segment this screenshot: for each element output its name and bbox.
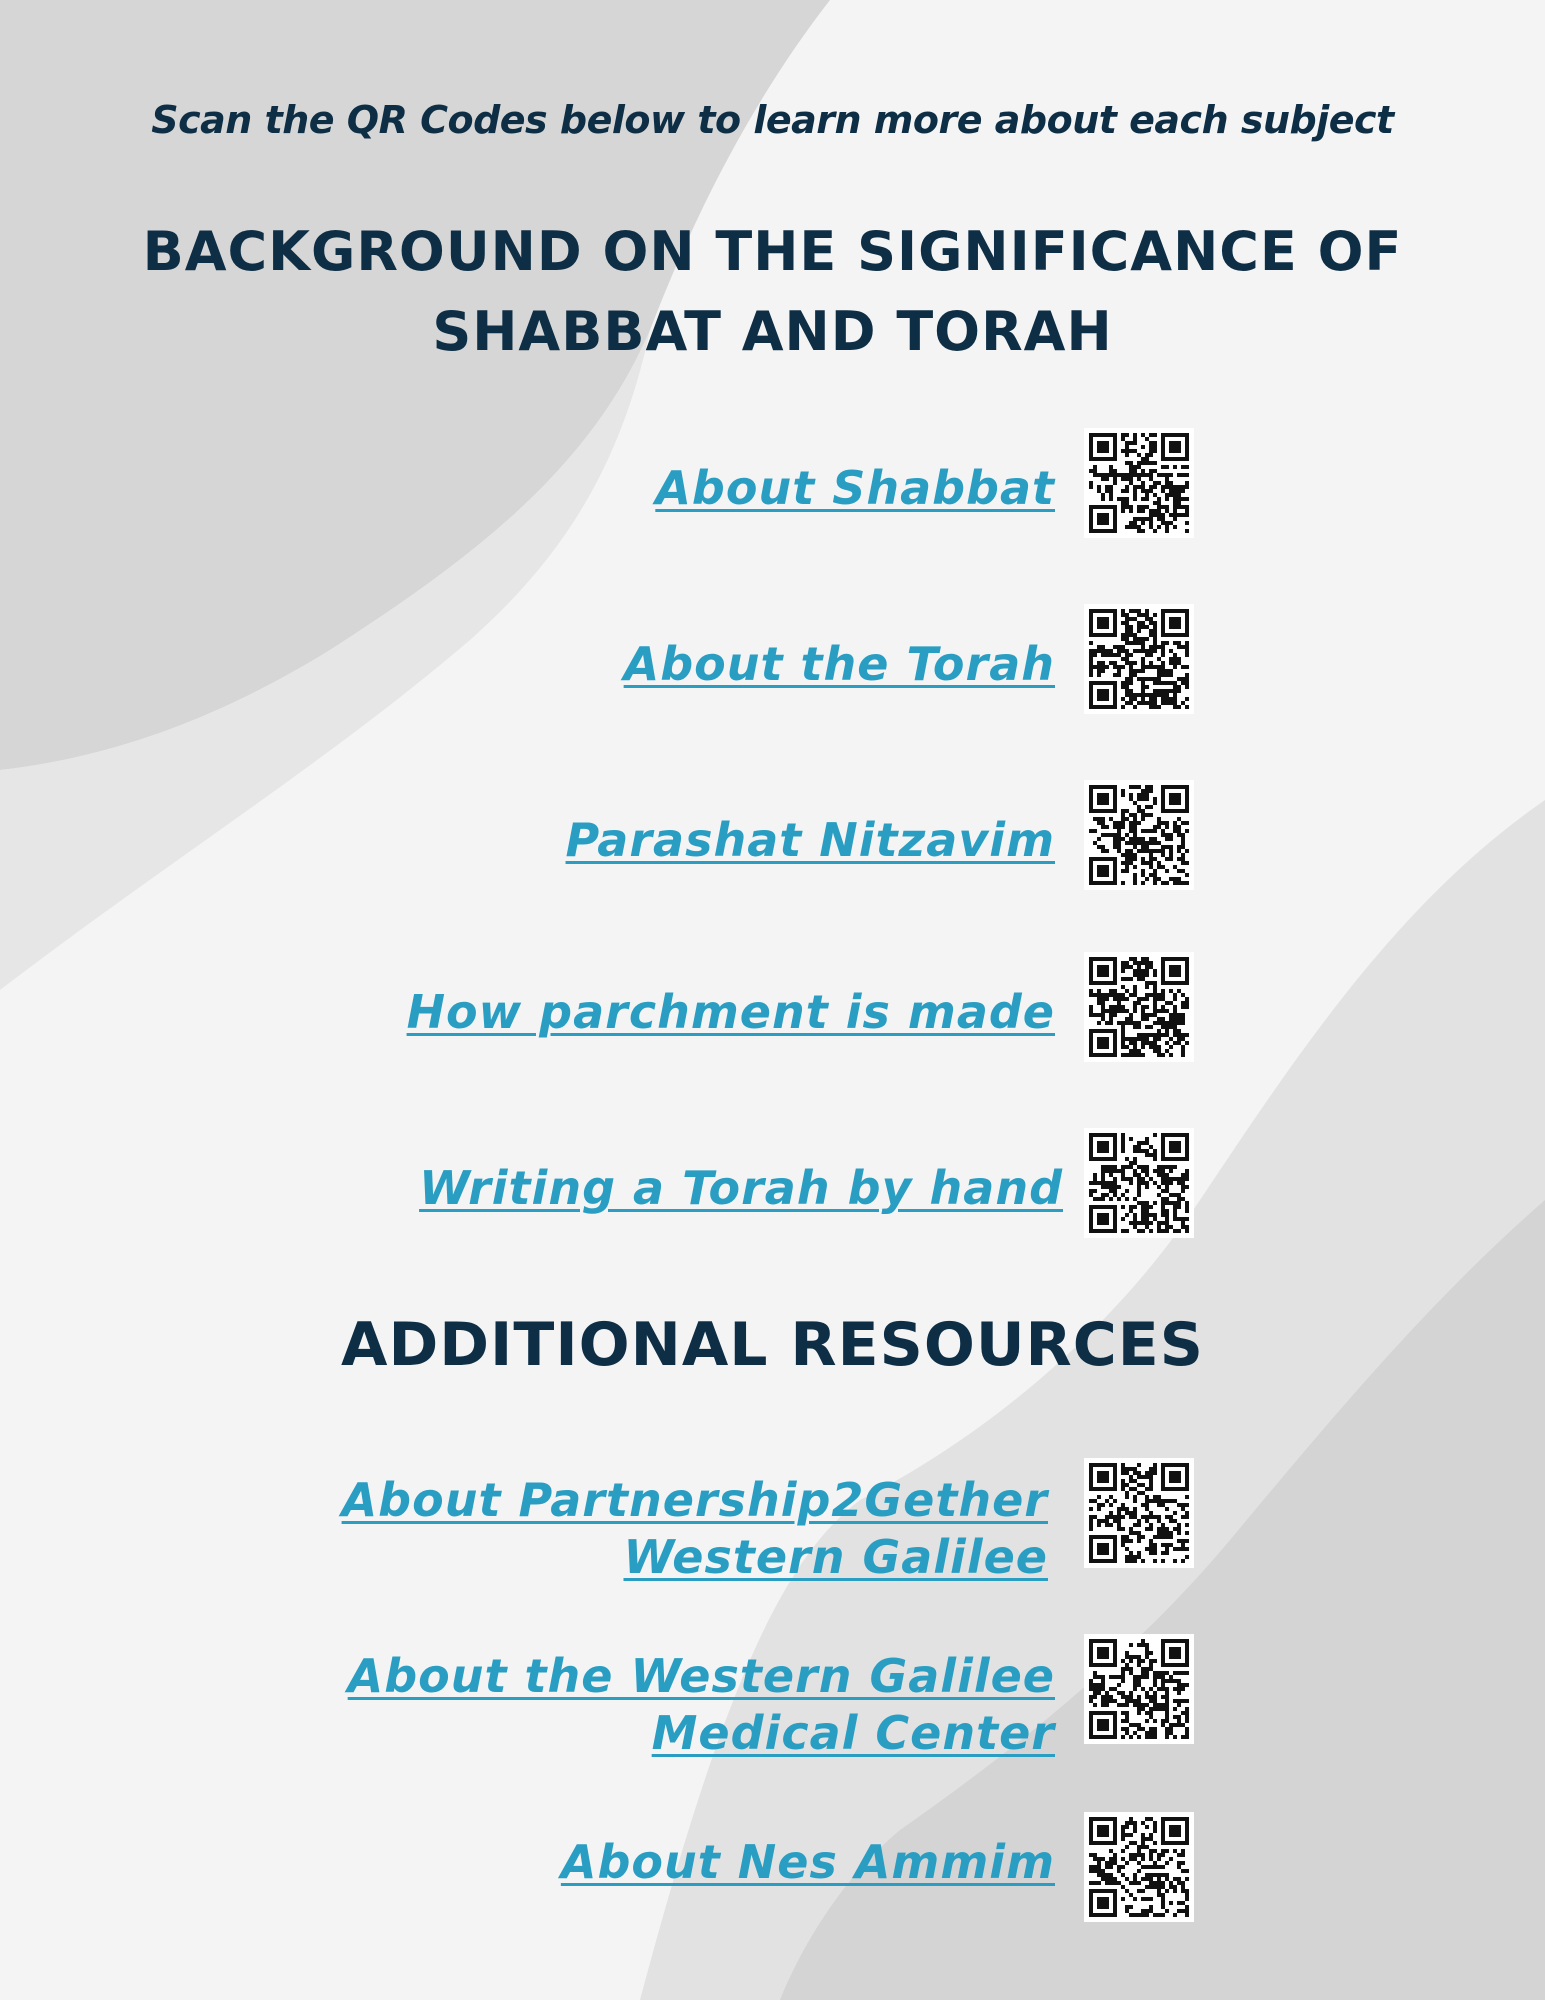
link-line-1: About Partnership2Gether: [341, 1473, 1048, 1527]
link-line-2: Medical Center: [651, 1706, 1055, 1760]
heading-line-2: SHABBAT AND TORAH: [432, 300, 1113, 363]
link-writing-a-torah-by-hand[interactable]: Writing a Torah by hand: [419, 1161, 1063, 1215]
heading-line-1: BACKGROUND ON THE SIGNIFICANCE OF: [142, 220, 1403, 283]
link-about-partnership2gether[interactable]: [342, 1472, 1048, 1586]
qr-code-icon[interactable]: [1084, 952, 1194, 1062]
link-parashat-nitzavim[interactable]: Parashat Nitzavim: [565, 813, 1055, 867]
link-about-torah[interactable]: About the Torah: [623, 637, 1055, 691]
qr-code-icon[interactable]: [1084, 780, 1194, 890]
link-about-nes-ammim[interactable]: About Nes Ammim: [560, 1835, 1055, 1889]
qr-code-icon[interactable]: [1084, 1812, 1194, 1922]
qr-code-icon[interactable]: [1084, 1128, 1194, 1238]
link-line-2: Western Galilee: [623, 1530, 1048, 1584]
link-how-parchment-is-made[interactable]: How parchment is made: [406, 985, 1055, 1039]
link-about-shabbat[interactable]: About Shabbat: [655, 461, 1055, 515]
link-about-western-galilee-medical-center[interactable]: [348, 1648, 1055, 1762]
qr-code-icon[interactable]: [1084, 428, 1194, 538]
section-heading-background: [0, 212, 1545, 372]
qr-code-icon[interactable]: [1084, 1634, 1194, 1744]
qr-code-icon[interactable]: [1084, 1458, 1194, 1568]
link-line-1: About the Western Galilee: [347, 1649, 1055, 1703]
section-heading-additional-resources: ADDITIONAL RESOURCES: [341, 1310, 1204, 1380]
qr-code-icon[interactable]: [1084, 604, 1194, 714]
intro-text: Scan the QR Codes below to learn more about each subject: [151, 98, 1394, 142]
